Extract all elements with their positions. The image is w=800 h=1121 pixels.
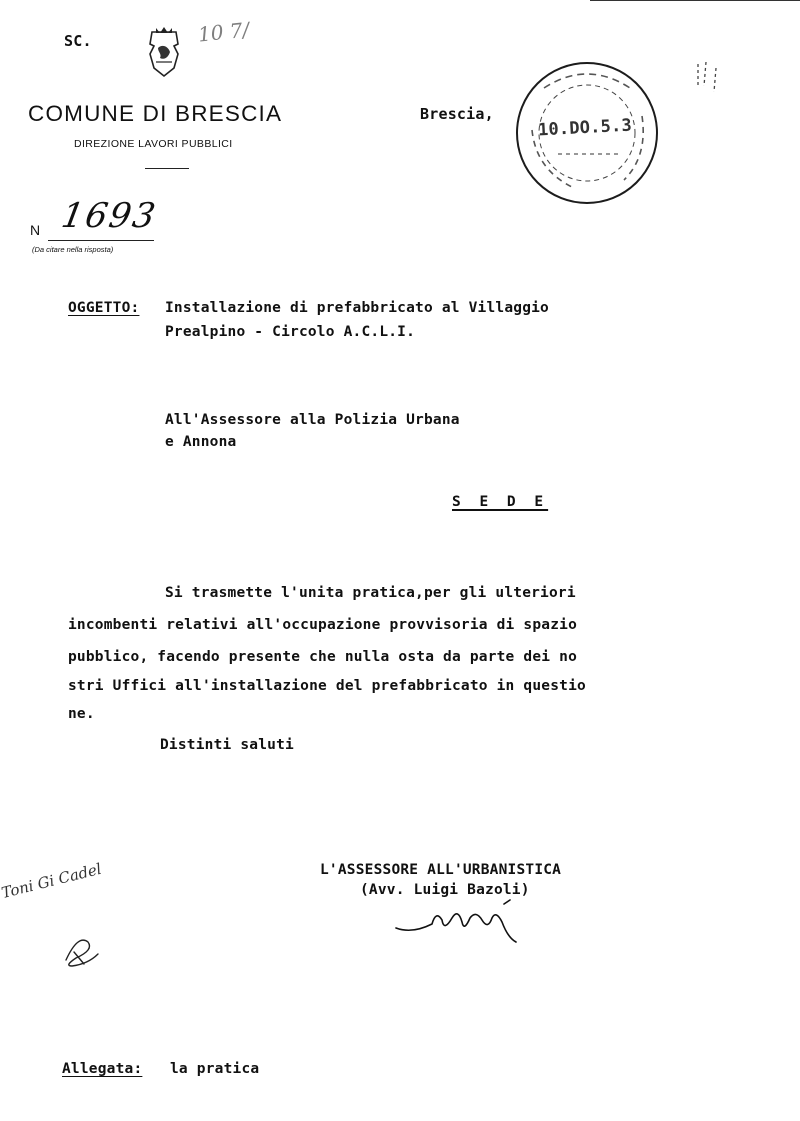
number-underline <box>48 240 154 241</box>
recipient-line: All'Assessore alla Polizia Urbana <box>165 412 460 428</box>
body-line: stri Uffici all'installazione del prefabbricato in questio <box>68 678 586 694</box>
stamp-date: 10.DO.5.3 <box>537 115 633 141</box>
closing-line: Distinti saluti <box>160 737 294 753</box>
signatory-title: L'ASSESSORE ALL'URBANISTICA <box>320 862 562 878</box>
header-divider <box>145 168 189 169</box>
signatory-name: (Avv. Luigi Bazoli) <box>360 882 530 898</box>
coat-of-arms-emblem <box>144 24 184 80</box>
top-rule <box>590 0 800 1</box>
body-line: ne. <box>68 706 95 722</box>
recipient-location: S E D E <box>452 494 549 510</box>
ref-code: SC. <box>64 32 92 50</box>
recipient-line: e Annona <box>165 434 237 450</box>
subject-line: Installazione di prefabbricato al Villaggio <box>165 300 549 316</box>
subject-label: OGGETTO: <box>68 300 140 316</box>
attachment-label: Allegata: <box>62 1061 143 1077</box>
number-label: N <box>30 222 41 238</box>
department-name: DIREZIONE LAVORI PUBBLICI <box>74 138 233 150</box>
subject-line: Prealpino - Circolo A.C.L.I. <box>165 324 416 340</box>
protocol-number: 1693 <box>58 196 161 236</box>
margin-initials <box>58 930 104 970</box>
handwritten-mark: 10 7/ <box>196 17 251 47</box>
body-line: Si trasmette l'unita pratica,per gli ulteriori <box>165 585 576 601</box>
number-note: (Da citare nella risposta) <box>32 245 114 254</box>
margin-note: Toni Gi Cadel <box>0 859 104 902</box>
handwritten-signature <box>392 898 532 948</box>
body-line: incombenti relativi all'occupazione provvisoria di spazio <box>68 617 577 633</box>
city-label: Brescia, <box>420 105 494 123</box>
stamp-margin-marks <box>690 58 730 118</box>
municipality-name: COMUNE DI BRESCIA <box>28 101 283 126</box>
attachment-value: la pratica <box>170 1061 260 1077</box>
body-line: pubblico, facendo presente che nulla osta da parte dei no <box>68 649 577 665</box>
